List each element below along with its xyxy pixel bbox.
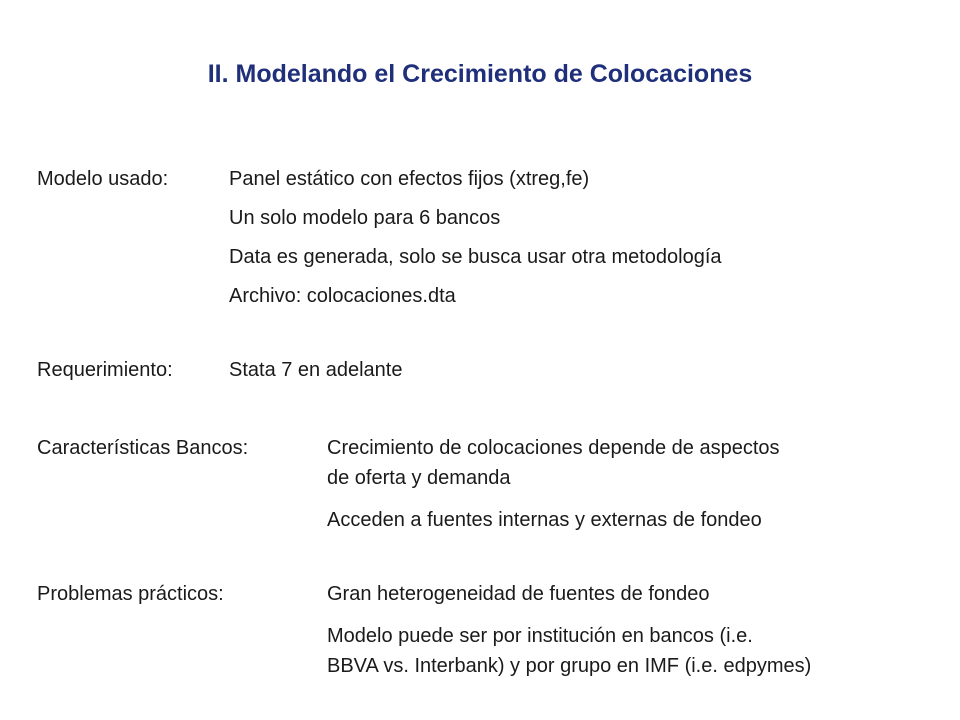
modelo-item: Un solo modelo para 6 bancos [229, 207, 501, 229]
requerimiento-label: Requerimiento: [37, 359, 173, 381]
caracteristicas-label: Características Bancos: [37, 437, 249, 459]
caracteristicas-item: Acceden a fuentes internas y externas de fondeo [327, 509, 762, 531]
modelo-label: Modelo usado: [37, 168, 169, 190]
caracteristicas-item: de oferta y demanda [327, 467, 511, 489]
problemas-item: Modelo puede ser por institución en bancos (i.e. [327, 625, 753, 647]
modelo-item: Archivo: colocaciones.dta [229, 285, 456, 307]
requerimiento-item: Stata 7 en adelante [229, 359, 403, 381]
slide-title: II. Modelando el Crecimiento de Colocaciones [207, 60, 753, 88]
modelo-item: Panel estático con efectos fijos (xtreg,fe) [229, 168, 590, 190]
problemas-item: BBVA vs. Interbank) y por grupo en IMF (i.e. edpymes) [327, 655, 812, 677]
problemas-item: Gran heterogeneidad de fuentes de fondeo [327, 583, 710, 605]
problemas-label: Problemas prácticos: [37, 583, 224, 605]
modelo-item: Data es generada, solo se busca usar otra metodología [229, 246, 722, 268]
caracteristicas-item: Crecimiento de colocaciones depende de aspectos [327, 437, 780, 459]
